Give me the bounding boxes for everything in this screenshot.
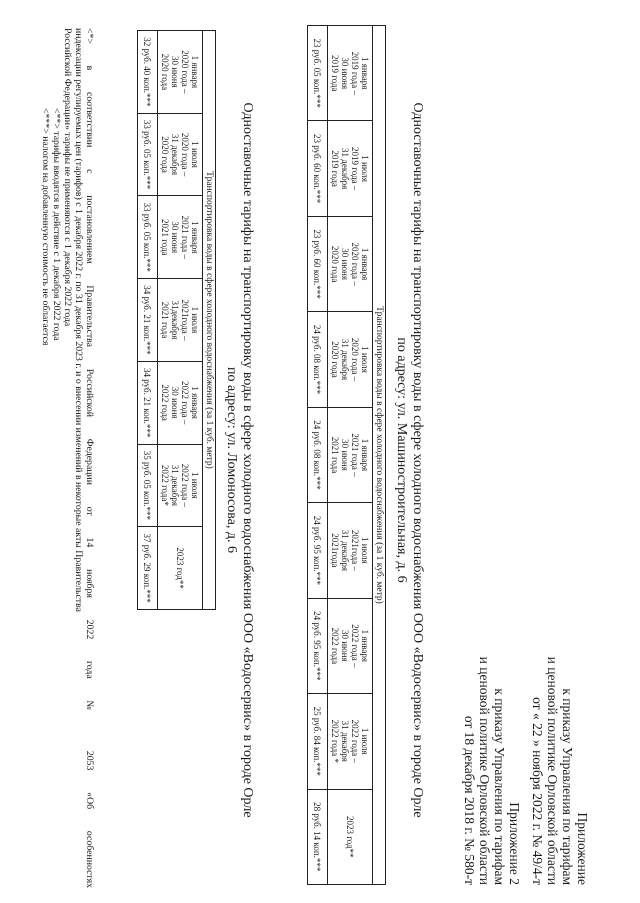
period-cell — [158, 196, 203, 279]
appendix-1-title: Приложение — [575, 812, 590, 885]
period-line: 2021года – — [180, 299, 190, 341]
tariff-value-cell: 23 руб. 05 коп.*** — [308, 26, 328, 121]
period-line: 30 июня — [340, 629, 350, 662]
period-cell — [328, 26, 373, 121]
period-line: 2021 года — [160, 218, 170, 256]
section-1-address: по адресу: ул. Машиностроительная, д. 6 — [394, 337, 409, 583]
appendix-2-date-line: от 18 декабря 2018 г. № 580-т — [462, 715, 477, 885]
period-cell — [158, 527, 203, 610]
period-line: 2021 года – — [350, 433, 360, 477]
period-line: 1 июля — [190, 472, 200, 499]
section-2-tariff-table — [137, 30, 216, 610]
period-line: 31 декабря — [340, 529, 350, 572]
tariff-value-cell: 33 руб. 05 коп.*** — [138, 196, 158, 279]
tariff-value-cell: 28 руб. 14 коп.*** — [308, 789, 328, 885]
tariff-value-cell: 23 руб. 60 коп.*** — [308, 216, 328, 311]
period-line: 2022 года – — [350, 719, 360, 763]
period-line: 2020 года — [160, 53, 170, 91]
tariff-value-cell: 34 руб. 21 коп.*** — [138, 361, 158, 444]
period-cell — [328, 312, 373, 407]
footnote-line: <**> тарифы вводятся в действие с 1 декабря 2022 года — [51, 108, 62, 341]
period-line: 2019 года – — [350, 51, 360, 95]
period-line: 31 декабря — [170, 133, 180, 176]
period-cell — [158, 31, 203, 114]
period-line: 1 января — [190, 221, 200, 254]
period-cell — [328, 407, 373, 502]
appendix-1-order-line: к приказу Управления по тарифам — [560, 688, 575, 885]
appendix-2-authority-line: и ценовой политике Орловской области — [477, 656, 492, 885]
period-line: 2022 года* — [160, 464, 170, 506]
tariff-value-cell: 24 руб. 08 коп.*** — [308, 407, 328, 502]
period-line: 30 июня — [340, 439, 350, 471]
period-line: 1 января — [190, 386, 200, 419]
period-line: 2021 года – — [180, 215, 190, 259]
section-1-title-line-1: Одноставочные тарифы на транспортировку воды в сфере холодного водоснабжения ООО «Водосервис» в городе Орле — [410, 102, 425, 818]
period-line: 2020 года – — [180, 132, 190, 177]
appendix-1-authority-line: и ценовой политике Орловской области — [545, 656, 560, 885]
value-row — [138, 31, 158, 610]
tariff-value-cell: 24 руб. 95 коп.*** — [308, 503, 328, 598]
period-line: 1 июля — [360, 155, 370, 182]
section-1-tariff-table — [307, 25, 386, 885]
period-line: 31декабря — [170, 300, 180, 340]
period-line: 30 июня — [170, 221, 180, 254]
period-line: 2023 год** — [345, 815, 355, 858]
tariff-value-cell: 34 руб. 21 коп.*** — [138, 279, 158, 362]
period-line: 30 июня — [340, 248, 350, 280]
period-line: 1 июля — [360, 537, 370, 564]
table-header: Транспортировка воды в сфере холодного водоснабжения (за 1 куб. метр) — [373, 26, 386, 885]
tariff-value-cell: 35 руб. 05 коп.*** — [138, 444, 158, 527]
period-line: 2023 год** — [175, 547, 185, 589]
period-line: 1 июля — [190, 141, 200, 168]
period-line: 1 января — [360, 438, 370, 472]
period-line: 1 января — [190, 55, 200, 89]
appendix-2-title: Приложение 2 — [507, 802, 522, 885]
period-line: 2022 года – — [350, 624, 360, 668]
period-line: 2020 года — [330, 341, 340, 378]
period-line: 2021года — [330, 533, 340, 568]
period-line: 31 декабря — [340, 720, 350, 762]
period-line: 2019 года – — [350, 147, 360, 191]
period-line: 2021 года — [330, 436, 340, 474]
period-line: 1 июля — [360, 346, 370, 373]
period-line: 2020 года — [160, 136, 170, 173]
period-cell — [328, 789, 373, 885]
period-cell — [158, 444, 203, 527]
period-line: 31 декабря — [340, 338, 350, 381]
tariff-value-cell: 37 руб. 29 коп.*** — [138, 527, 158, 610]
period-line: 1 января — [360, 247, 370, 281]
table-header: Транспортировка воды в сфере холодного водоснабжения (за 1 куб. метр) — [203, 31, 216, 610]
appendix-1-date-line: от « 22 » ноября 2022 г. № 49/4-т — [530, 697, 545, 885]
appendix-1-block — [530, 465, 590, 885]
period-line: 2020 года – — [180, 50, 190, 94]
tariff-value-cell: 32 руб. 40 коп.*** — [138, 31, 158, 114]
tariff-value-cell: 24 руб. 95 коп.*** — [308, 598, 328, 693]
period-line: 2020 года – — [350, 337, 360, 382]
tariff-value-cell: 33 руб. 05 коп.*** — [138, 113, 158, 196]
footnote-line: <*> в соответствии с постановлением Правительства Российской Федерации от 14 ноября 2022 года № 2053 «Об особенностях — [84, 28, 95, 888]
section-2-address: по адресу: ул. Ломоносова, д. 6 — [224, 366, 239, 554]
period-line: 30 июня — [170, 386, 180, 419]
tariff-value-cell: 25 руб. 84 коп.*** — [308, 694, 328, 789]
period-line: 31 декабря — [340, 148, 350, 190]
footnotes — [40, 28, 95, 888]
period-cell — [328, 216, 373, 311]
period-line: 1 июля — [360, 727, 370, 755]
period-line: 1 января — [360, 629, 370, 663]
period-line: 2021года – — [350, 529, 360, 571]
footnote-line: Российской Федерации» тарифы не применяются с 1 декабря 2022 года — [62, 28, 73, 327]
period-line: 1 июля — [190, 306, 200, 334]
period-line: 2020 года – — [350, 242, 360, 286]
tariff-value-cell: 24 руб. 08 коп.*** — [308, 312, 328, 407]
period-row — [158, 31, 203, 610]
value-row — [308, 26, 328, 885]
period-cell — [328, 694, 373, 789]
period-cell — [328, 503, 373, 598]
period-line: 2022 года – — [180, 463, 190, 508]
period-cell — [328, 121, 373, 216]
period-line: 2022 года * — [330, 719, 340, 763]
period-cell — [158, 361, 203, 444]
period-line: 2020 года — [330, 245, 340, 283]
period-cell — [328, 598, 373, 693]
period-line: 30 июня — [340, 57, 350, 90]
period-line: 30 июня — [170, 55, 180, 88]
appendix-2-order-line: к приказу Управления по тарифам — [492, 688, 507, 885]
period-line: 2022 года – — [180, 381, 190, 425]
footnote-line: <***> налогом на добавленную стоимость не облагается — [40, 108, 51, 346]
period-line: 2021 года — [160, 301, 170, 339]
section-2-title — [223, 60, 255, 860]
period-line: 31 декабря — [170, 464, 180, 506]
period-line: 2019 года — [330, 150, 340, 187]
section-1-title — [393, 60, 425, 860]
appendix-2-block — [462, 465, 522, 885]
period-line: 2019 года — [330, 54, 340, 92]
section-2-title-line-1: Одноставочные тарифы на транспортировку воды в сфере холодного водоснабжения ООО «Водосервис» в городе Орле — [240, 102, 255, 818]
period-line: 2022 года — [160, 384, 170, 421]
period-row — [328, 26, 373, 885]
period-cell — [158, 113, 203, 196]
period-line: 1 января — [360, 56, 370, 90]
period-line: 2022 года — [330, 627, 340, 665]
tariff-value-cell: 23 руб. 60 коп.*** — [308, 121, 328, 216]
period-cell — [158, 279, 203, 362]
footnote-line: индексации регулируемых цен (тарифов) с 1 декабря 2022 г. по 31 декабря 2023 г. и о внесении изменений в некоторые акты Правительства — [73, 28, 84, 612]
